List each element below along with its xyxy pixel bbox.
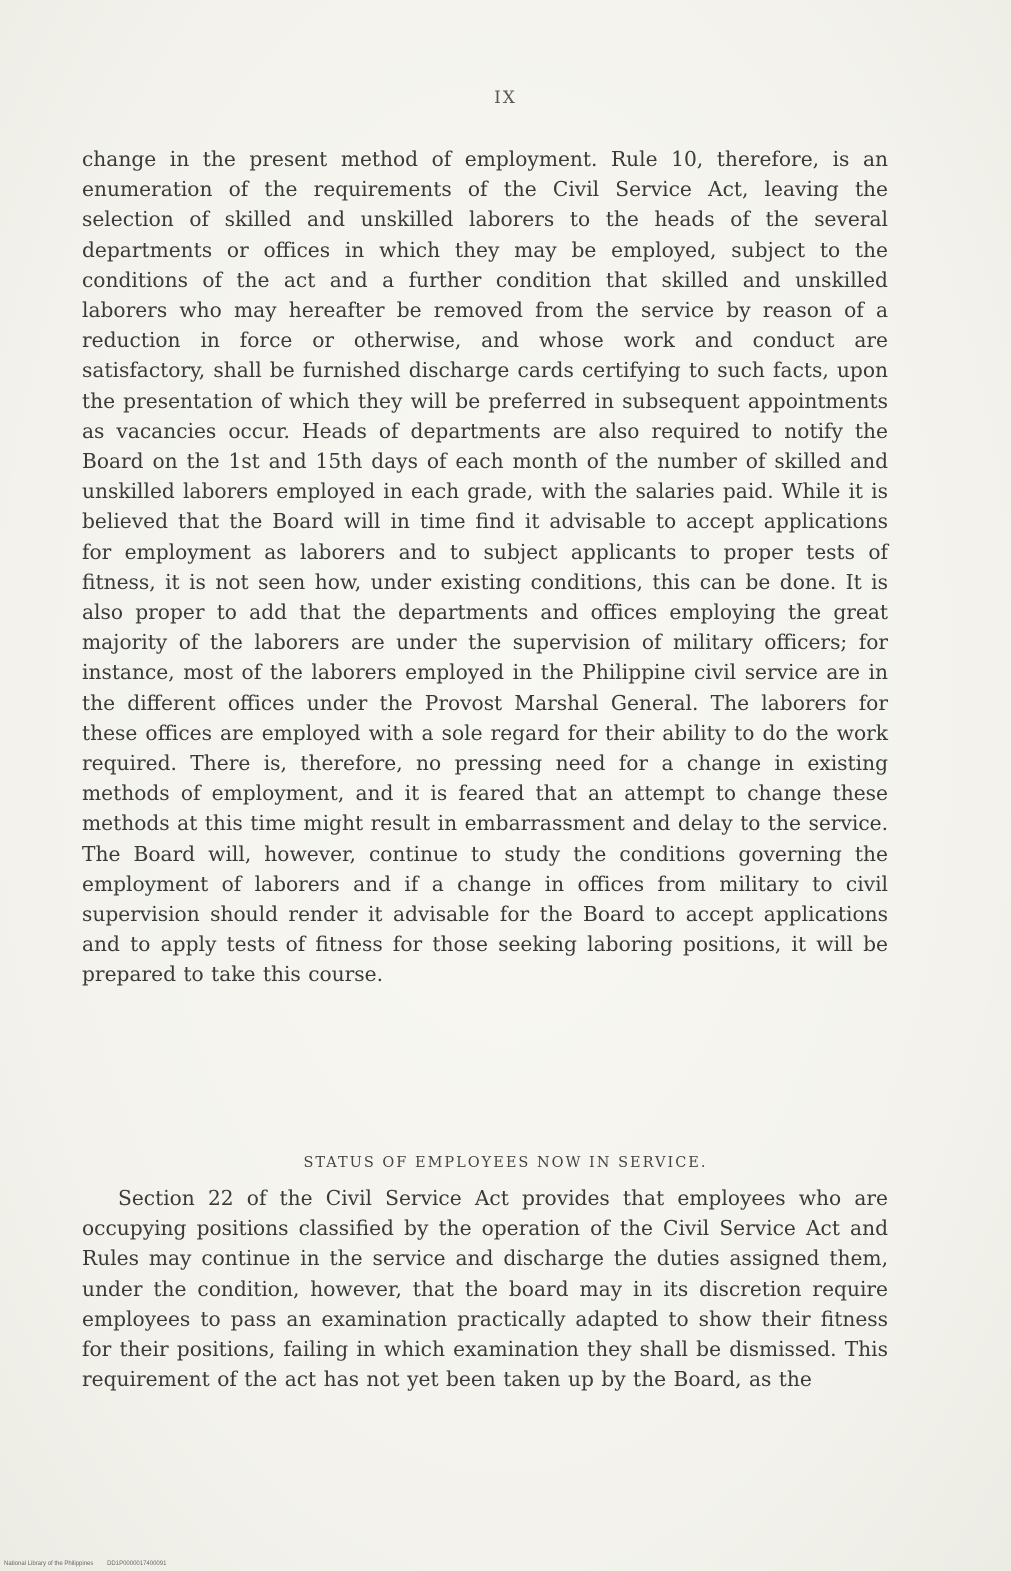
body-paragraph-2: Section 22 of the Civil Service Act provides that employees who are occupying positions classified by the operation of the Civil Service Act and Rules may continue in the service and discharge the duties assigned them, under the condition, however, that the board may in its discretion require employees to pass an examination practically adapted to show their fitness for their positions, failing in which examination they shall be dismissed. This requirement of the act has not yet been taken up by the Board, as the [82,1186,888,1392]
body-paragraph-1: change in the present method of employment. Rule 10, therefore, is an enumeration of the requirements of the Civil Service Act, leaving the selection of skilled and unskilled laborers to the heads of the several departments or offices in which they may be employed, subject to the conditions of the act and a further condition that skilled and unskilled laborers who may hereafter be removed from the service by reason of a reduction in force or otherwise, and whose work and conduct are satisfactory, shall be furnished discharge cards certifying to such facts, upon the presentation of which they will be preferred in subsequent appointments as vacancies occur. Heads of departments are also required to notify the Board on the 1st and 15th days of each month of the number of skilled and unskilled laborers employed in each grade, with the salaries paid. While it is believed that the Board will in time find it advisable to accept applications for employment as laborers and to subject applicants to proper tests of fitness, it is not seen how, under existing conditions, this can be done. It is also proper to add that the departments and offices employing the great majority of the laborers are under the supervision of military officers; for instance, most of the laborers employed in the Philippine civil service are in the different offices under the Provost Marshal General. The laborers for these offices are employed with a sole regard for their ability to do the work required. There is, therefore, no pressing need for a change in existing methods of employment, and it is feared that an attempt to change these methods at this time might result in embarrassment and delay to the service. The Board will, however, continue to study the conditions governing the employment of laborers and if a change in offices from military to civil supervision should render it advisable for the Board to accept applications and to apply tests of fitness for those seeking laboring positions, it will be prepared to take this course. [82,147,888,987]
footer-source: National Library of the Philippines [4,1561,94,1567]
page-number: IX [494,88,517,108]
section-heading: STATUS OF EMPLOYEES NOW IN SERVICE. [303,1155,708,1171]
footer-identifier: DD1P0000017400091 [107,1561,167,1567]
scan-footer [4,1561,166,1567]
